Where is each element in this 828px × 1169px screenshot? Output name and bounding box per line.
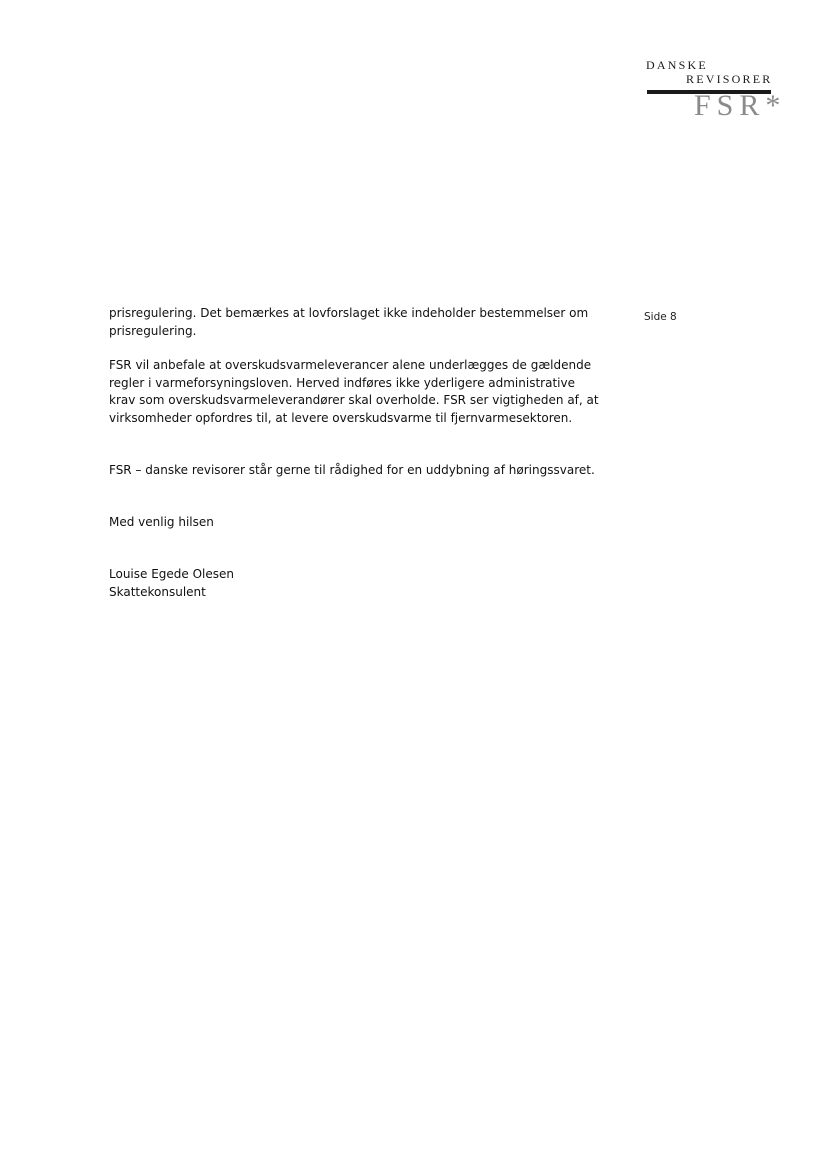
text-line: FSR vil anbefale at overskudsvarmeleverancer alene underlægges de gældende [109, 358, 592, 372]
text-line: krav som overskudsvarmeleverandører skal overholde. FSR ser vigtigheden af, at [109, 393, 599, 407]
signature-block [109, 566, 619, 601]
danske-revisorer-fsr-logo [640, 56, 787, 126]
text-line: prisregulering. [109, 323, 197, 338]
signature-name: Louise Egede Olesen [109, 567, 235, 581]
page-number: Side 8 [644, 311, 677, 323]
logo-fsr-mark: FSR* [694, 89, 787, 122]
closing-greeting: Med venlig hilsen [109, 515, 214, 529]
text-line: prisregulering. Det bemærkes at lovforslaget ikke indeholder bestemmelser om [109, 306, 589, 320]
paragraph-availability [109, 462, 619, 480]
text-line: FSR – danske revisorer står gerne til rådighed for en uddybning af høringssvaret. [109, 463, 595, 477]
text-line: virksomheder opfordres til, at levere overskudsvarme til fjernvarmesektoren. [109, 410, 573, 425]
signature-title: Skattekonsulent [109, 584, 206, 599]
paragraph-recommendation [109, 357, 619, 427]
text-line: regler i varmeforsyningsloven. Herved indføres ikke yderligere administrative [109, 375, 575, 390]
logo-text-revisorer: REVISORER [686, 72, 773, 86]
logo-text-danske: DANSKE [646, 58, 708, 72]
paragraph-prisregulering [109, 305, 619, 340]
